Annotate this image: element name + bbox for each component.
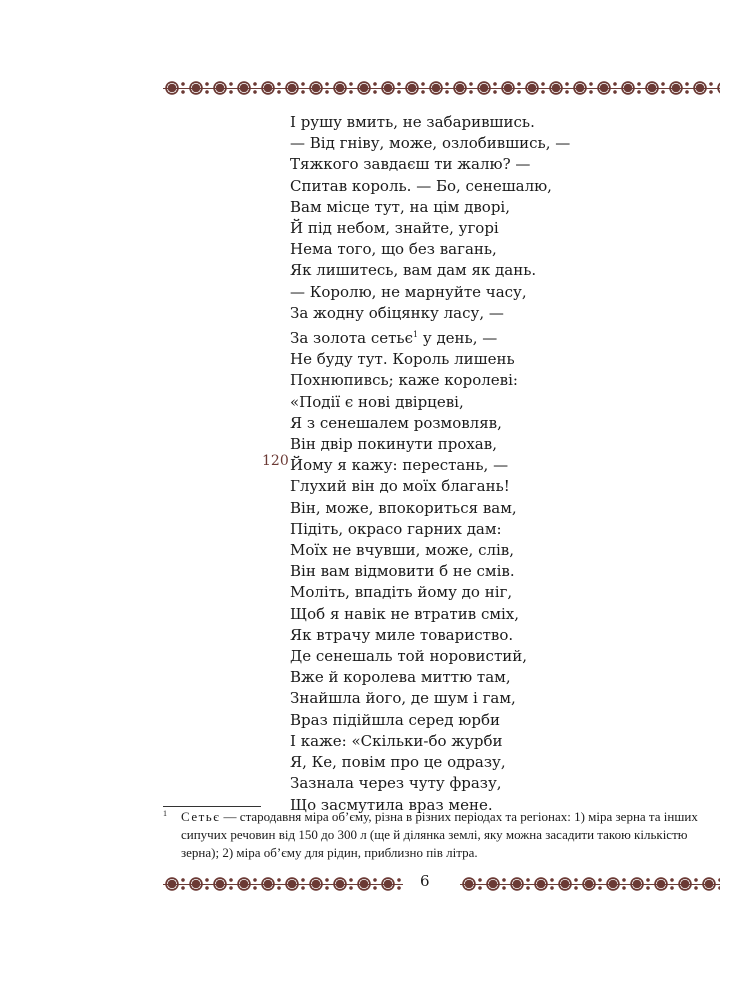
poem-line xyxy=(290,476,570,497)
page-number: 6 xyxy=(420,872,430,890)
poem-line-text: Йому я кажу: перестань, — xyxy=(290,456,509,475)
poem-line-text: Моїх не вчувши, може, слів, xyxy=(290,541,515,560)
poem-line xyxy=(290,752,570,773)
poem-line-text: Як втрачу миле товариство. xyxy=(290,625,514,644)
poem-line xyxy=(290,582,570,603)
poem-line xyxy=(290,197,570,218)
bottom-ornament-right xyxy=(460,876,720,892)
poem-line xyxy=(290,455,570,476)
poem-line-suffix: у день, — xyxy=(418,329,498,348)
poem-line-text: І рушу вмить, не забарившись. xyxy=(290,113,535,131)
poem-line-text: Тяжкого завдаєш ти жалю? — xyxy=(290,155,531,174)
poem-line xyxy=(290,625,570,646)
footnote xyxy=(163,808,723,862)
poem-line-text: Нема того, що без вагань, xyxy=(290,240,497,259)
poem-line-text: Вам місце тут, на цім дворі, xyxy=(290,197,510,216)
poem-line xyxy=(290,413,570,434)
footnote-divider xyxy=(163,806,261,807)
poem-line xyxy=(290,773,570,794)
poem-line xyxy=(290,324,570,349)
poem-line xyxy=(290,540,570,561)
poem-line xyxy=(290,561,570,582)
poem-line-text: Моліть, впадіть йому до ніг, xyxy=(290,583,513,602)
line-number: 120 xyxy=(262,453,289,469)
poem-line-text: Вже й королева миттю там, xyxy=(290,668,511,687)
top-ornament xyxy=(163,80,720,96)
poem-line-text: Як лишитесь, вам дам як дань. xyxy=(290,261,537,280)
poem-line xyxy=(290,498,570,519)
poem-line-text: Я, Ке, повім про це одразу, xyxy=(290,753,506,772)
poem xyxy=(290,112,570,816)
poem-line-text: Не буду тут. Король лишень xyxy=(290,350,515,369)
poem-line-text: За золота сетьє xyxy=(290,329,413,348)
footnote-text: — стародавня міра об’єму, різна в різних періодах та регіонах: 1) міра зерна та інших сипучих речовин від 150 до 300 л (ще й ділянка землі, яку можна засадити такою кількістю зерна); 2) міра об’єму для рідин, приблизно пів літра. xyxy=(181,809,698,860)
poem-line xyxy=(290,392,570,413)
footnote-body xyxy=(181,808,723,862)
poem-line xyxy=(290,434,570,455)
poem-line-text: Похнюпивсь; каже королеві: xyxy=(290,371,518,390)
poem-line-text: Й під небом, знайте, угорі xyxy=(290,219,499,238)
poem-line-text: Він вам відмовити б не смів. xyxy=(290,562,515,581)
poem-line xyxy=(290,519,570,540)
poem-line-text: Що засмутила враз мене. xyxy=(290,795,493,814)
poem-line-text: — Від гніву, може, озлобившись, — xyxy=(290,134,571,153)
poem-line-text: Щоб я навік не втратив сміх, xyxy=(290,604,520,623)
poem-line-text: Я з сенешалем розмовляв, xyxy=(290,413,502,432)
poem-line xyxy=(290,667,570,688)
poem-line-text: — Королю, не марнуйте часу, xyxy=(290,282,527,301)
poem-line xyxy=(290,370,570,391)
poem-line xyxy=(290,112,570,133)
poem-line xyxy=(290,239,570,260)
bottom-ornament-left xyxy=(163,876,403,892)
poem-line-text: «Події є нові двірцеві, xyxy=(290,392,464,411)
poem-line xyxy=(290,731,570,752)
poem-line xyxy=(290,133,570,154)
poem-line xyxy=(290,260,570,281)
poem-line-text: І каже: «Скільки-бо журби xyxy=(290,731,503,750)
footnote-mark: 1 xyxy=(163,809,167,818)
poem-line-text: Він, може, впокориться вам, xyxy=(290,498,517,517)
poem-line xyxy=(290,303,570,324)
poem-line xyxy=(290,218,570,239)
poem-line xyxy=(290,349,570,370)
poem-line-text: Знайшла його, де шум і гам, xyxy=(290,689,516,708)
poem-line xyxy=(290,688,570,709)
poem-line-text: Спитав король. — Бо, сенешалю, xyxy=(290,176,552,195)
footnote-reference[interactable]: 1 xyxy=(412,330,419,340)
poem-line-text: Підіть, окрасо гарних дам: xyxy=(290,519,502,538)
poem-line-text: Глухий він до моїх благань! xyxy=(290,477,510,496)
poem-line-text: Зазнала через чуту фразу, xyxy=(290,774,502,793)
poem-line-text: Де сенешаль той норовистий, xyxy=(290,647,528,666)
poem-line xyxy=(290,710,570,731)
poem-line xyxy=(290,604,570,625)
poem-line xyxy=(290,646,570,667)
poem-line xyxy=(290,282,570,303)
poem-line-text: Він двір покинути прохав, xyxy=(290,435,497,454)
poem-line-text: За жодну обіцянку ласу, — xyxy=(290,303,504,322)
poem-line xyxy=(290,154,570,175)
poem-line-text: Враз підійшла серед юрби xyxy=(290,710,500,729)
footnote-term: Сетьє xyxy=(181,809,221,824)
poem-line xyxy=(290,176,570,197)
